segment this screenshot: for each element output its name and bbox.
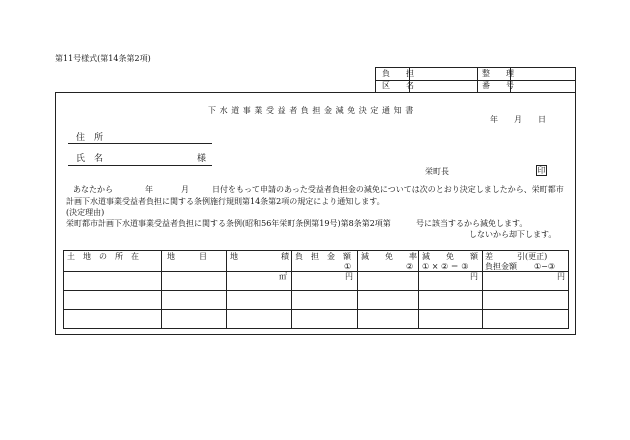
- address-underline: [68, 143, 212, 144]
- table-row-divider: [64, 290, 568, 291]
- header-net-amount-a: 差 引(更正): [485, 252, 548, 261]
- body-line2: 計画下水道事業受益者負担に関する条例施行規則第14条第2項の規定により通知します。: [66, 197, 385, 206]
- header-reduction-amount: 減 免 額: [422, 252, 478, 261]
- body-line1-year: 年: [145, 185, 153, 194]
- header-land-location: 土 地 の 所 在: [67, 252, 139, 261]
- header-label-reference: 整 理: [482, 69, 518, 78]
- header-label-burden: 負 担: [382, 69, 418, 78]
- header-label-district: 区 名: [382, 81, 418, 90]
- header-net-amount-b: 負担金額: [485, 262, 517, 271]
- body-line1-a: あなたから: [73, 185, 113, 194]
- body-line4-b: 号に該当するから減免します。: [416, 219, 528, 228]
- header-box: [375, 67, 576, 93]
- date-line: 年 月 日: [490, 115, 546, 124]
- body-line5: しないから却下します。: [469, 230, 557, 239]
- unit-yen-burden: 円: [345, 272, 353, 281]
- seal-mark: 印: [537, 166, 546, 175]
- mark-2: ②: [406, 262, 414, 271]
- land-table: [63, 250, 569, 329]
- unit-yen-reduction: 円: [470, 272, 478, 281]
- issuer: 栄町長: [425, 167, 449, 176]
- formula-reduction: ① × ② ＝ ③: [422, 262, 469, 271]
- honorific: 様: [197, 154, 207, 164]
- name-label: 氏 名: [76, 154, 104, 164]
- header-reduction-rate: 減 免 率: [361, 252, 417, 261]
- header-burden-amount: 負 担 金 額: [295, 252, 351, 261]
- name-underline: [68, 165, 212, 166]
- header-label-number: 番 号: [482, 81, 518, 90]
- unit-yen-net: 円: [557, 272, 565, 281]
- form-number: 第11号様式(第14条第2項): [55, 54, 151, 63]
- body-line1-month: 月: [181, 185, 189, 194]
- document-title: 下水道事業受益者負担金減免決定通知書: [208, 106, 417, 115]
- reason-label: (決定理由): [66, 208, 105, 217]
- body-line4-a: 栄町都市計画下水道事業受益者負担に関する条例(昭和56年栄町条例第19号)第8条第2項第: [66, 219, 391, 228]
- formula-net: ①−③: [534, 262, 556, 271]
- mark-1: ①: [344, 262, 352, 271]
- body-line1-rest: 日付をもって申請のあった受益者負担金の減免については次のとおり決定しましたから、栄町都市: [212, 185, 564, 194]
- address-label: 住 所: [76, 133, 104, 143]
- unit-sqm: ㎡: [279, 272, 287, 281]
- header-land-category: 地 目: [167, 252, 207, 261]
- header-area-a: 地: [230, 252, 238, 261]
- header-area-b: 積: [281, 252, 289, 261]
- table-row-divider: [64, 309, 568, 310]
